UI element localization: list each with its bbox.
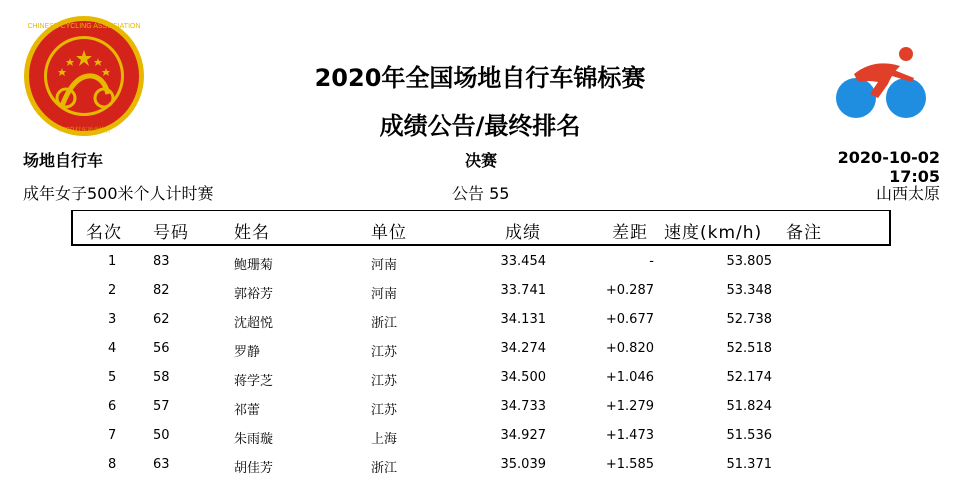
result-cell: 34.927 <box>500 428 546 443</box>
col-header-gap: 差距 <box>612 223 648 243</box>
rank-cell: 2 <box>108 283 117 298</box>
col-header-result: 成绩 <box>505 223 541 243</box>
location-label: 山西太原 <box>875 184 940 203</box>
team-cell: 浙江 <box>371 316 398 331</box>
speed-cell: 52.174 <box>726 370 772 385</box>
name-cell: 沈超悦 <box>234 316 274 331</box>
bib-cell: 58 <box>153 370 170 385</box>
result-cell: 34.274 <box>500 341 546 356</box>
gap-cell: +1.585 <box>605 457 654 472</box>
name-cell: 蒋学芝 <box>234 374 274 389</box>
gap-cell: +0.820 <box>605 341 654 356</box>
team-cell: 江苏 <box>371 374 398 389</box>
table-row <box>0 277 960 306</box>
bib-cell: 50 <box>153 428 170 443</box>
rank-cell: 6 <box>108 399 117 414</box>
gap-cell: - <box>649 254 654 269</box>
table-row <box>0 451 960 480</box>
col-header-name: 姓名 <box>234 223 270 243</box>
name-cell: 罗静 <box>234 345 261 360</box>
bib-cell: 82 <box>153 283 170 298</box>
speed-cell: 52.518 <box>726 341 772 356</box>
result-cell: 34.500 <box>500 370 546 385</box>
bib-cell: 56 <box>153 341 170 356</box>
team-cell: 河南 <box>371 258 398 273</box>
table-row <box>0 393 960 422</box>
rank-cell: 5 <box>108 370 117 385</box>
table-header <box>71 210 891 246</box>
page-title: 2020年全国场地自行车锦标赛 <box>314 64 646 92</box>
result-cell: 33.454 <box>500 254 546 269</box>
emblem-bottom-text: 中国自行车运动协会 <box>56 127 112 134</box>
table-row <box>0 422 960 451</box>
result-cell: 34.131 <box>500 312 546 327</box>
gap-cell: +1.046 <box>605 370 654 385</box>
discipline-label: 场地自行车 <box>23 151 104 170</box>
speed-cell: 51.536 <box>726 428 772 443</box>
gap-cell: +1.473 <box>605 428 654 443</box>
name-cell: 鲍珊菊 <box>234 258 274 273</box>
speed-cell: 51.371 <box>726 457 772 472</box>
speed-cell: 52.738 <box>726 312 772 327</box>
page-subtitle: 成绩公告/最终排名 <box>379 112 581 140</box>
result-cell: 33.741 <box>500 283 546 298</box>
team-cell: 河南 <box>371 287 398 302</box>
datetime-label: 2020-10-02 17:05 <box>837 148 940 186</box>
team-cell: 江苏 <box>371 345 398 360</box>
rank-cell: 1 <box>108 254 117 269</box>
col-header-speed: 速度(km/h) <box>664 223 763 243</box>
table-row <box>0 335 960 364</box>
rank-cell: 4 <box>108 341 117 356</box>
event-label: 成年女子500米个人计时赛 <box>23 184 214 203</box>
col-header-bib: 号码 <box>153 223 189 243</box>
team-cell: 浙江 <box>371 461 398 476</box>
name-cell: 朱雨璇 <box>234 432 274 447</box>
name-cell: 祁蕾 <box>234 403 261 418</box>
result-cell: 34.733 <box>500 399 546 414</box>
speed-cell: 53.805 <box>726 254 772 269</box>
gap-cell: +0.287 <box>605 283 654 298</box>
name-cell: 郭裕芳 <box>234 287 274 302</box>
bulletin-label: 公告 55 <box>452 184 510 203</box>
bib-cell: 83 <box>153 254 170 269</box>
col-header-note: 备注 <box>786 223 822 243</box>
speed-cell: 51.824 <box>726 399 772 414</box>
col-header-team: 单位 <box>371 223 407 243</box>
name-cell: 胡佳芳 <box>234 461 274 476</box>
bib-cell: 63 <box>153 457 170 472</box>
team-cell: 江苏 <box>371 403 398 418</box>
gap-cell: +0.677 <box>605 312 654 327</box>
emblem-text: CHINESE CYCLING ASSOCIATION <box>27 23 141 30</box>
result-cell: 35.039 <box>500 457 546 472</box>
rank-cell: 7 <box>108 428 117 443</box>
speed-cell: 53.348 <box>726 283 772 298</box>
table-row <box>0 306 960 335</box>
col-header-rank: 名次 <box>86 223 122 243</box>
table-row <box>0 248 960 277</box>
bib-cell: 57 <box>153 399 170 414</box>
rank-cell: 8 <box>108 457 117 472</box>
gap-cell: +1.279 <box>605 399 654 414</box>
round-label: 决赛 <box>465 151 498 170</box>
bib-cell: 62 <box>153 312 170 327</box>
rank-cell: 3 <box>108 312 117 327</box>
table-row <box>0 364 960 393</box>
team-cell: 上海 <box>371 432 398 447</box>
